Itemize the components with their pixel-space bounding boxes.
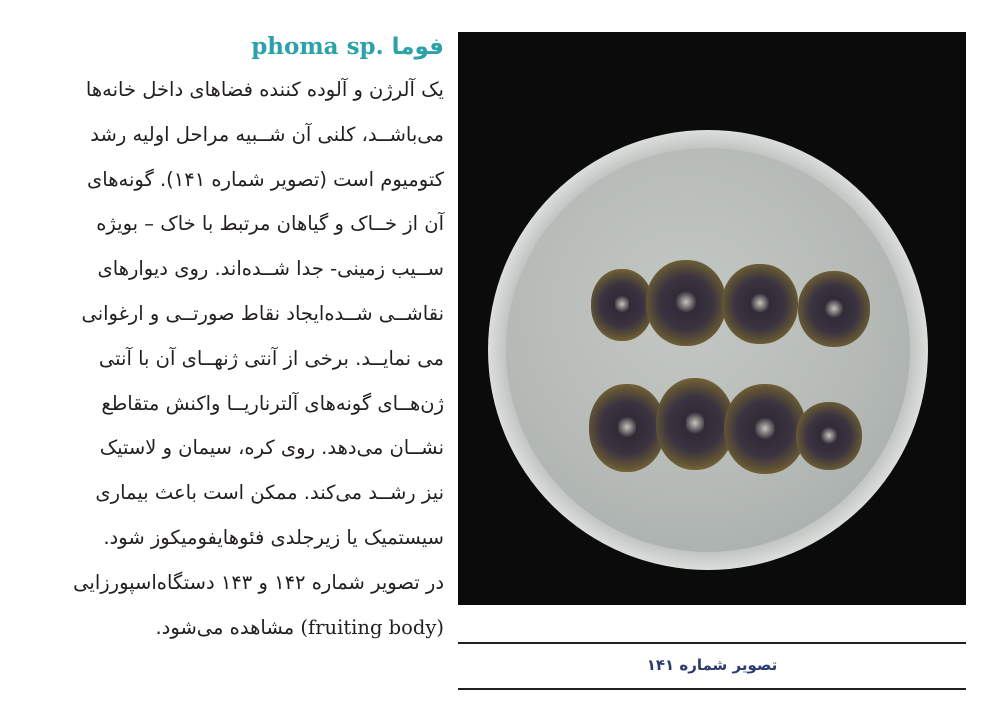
body-line: ژن‌هــای گونه‌های آلترناریــا واکنش متقاطع (101, 391, 444, 415)
heading-latin: phoma sp. (251, 33, 384, 60)
fungal-colony (591, 269, 653, 341)
latin-term: (fruiting body) (300, 615, 444, 639)
petri-dish-photo (458, 32, 966, 605)
body-line: در تصویر شماره ۱۴۲ و ۱۴۳ دستگاه‌اسپورزایی (73, 570, 444, 594)
section-heading (14, 30, 444, 64)
body-line-last (14, 606, 444, 651)
fungal-colony (589, 384, 665, 472)
fungal-colony (798, 271, 870, 347)
body-line: نشــان می‌دهد. روی کره، سیمان و لاستیک (99, 436, 444, 460)
body-line: آن از خــاک و گیاهان مرتبط با خاک – بویژه (96, 212, 444, 236)
fungal-colony (722, 264, 798, 344)
petri-dish (488, 130, 928, 570)
caption-bottom-rule (458, 688, 966, 690)
body-line: نقاشــی شــده‌ایجاد نقاط صورتــی و ارغوانی (81, 301, 444, 325)
body-line: کتومیوم است (تصویر شماره ۱۴۱). گونه‌های (87, 167, 444, 191)
article-text (14, 30, 444, 650)
fungal-colony (796, 402, 862, 470)
body-line: ســیب زمینی- جدا شــده‌اند. روی دیوارهای (97, 257, 444, 281)
agar-plate (506, 148, 910, 552)
figure-caption: تصویر شماره ۱۴۱ (646, 656, 778, 674)
body-line: سیستمیک یا زیرجلدی فئوهایفومیکوز شود. (103, 525, 444, 549)
body-line: نیز رشــد می‌کند. ممکن است باعث بیماری (95, 481, 444, 505)
heading-persian: فوما (391, 34, 444, 60)
caption-top-rule (458, 642, 966, 644)
body-line: می‌باشــد، کلنی آن شــبیه مراحل اولیه رشد (90, 122, 444, 146)
fungal-colony (724, 384, 806, 474)
fungal-colony (646, 260, 726, 346)
body-line: می نمایــد. برخی از آنتی ژنهــای آن با آنتی (98, 346, 444, 370)
body-line-end: مشاهده می‌شود. (155, 615, 295, 639)
body-line: یک آلرژن و آلوده کننده فضاهای داخل خانه‌ها (85, 78, 444, 101)
fungal-colony (656, 378, 734, 470)
